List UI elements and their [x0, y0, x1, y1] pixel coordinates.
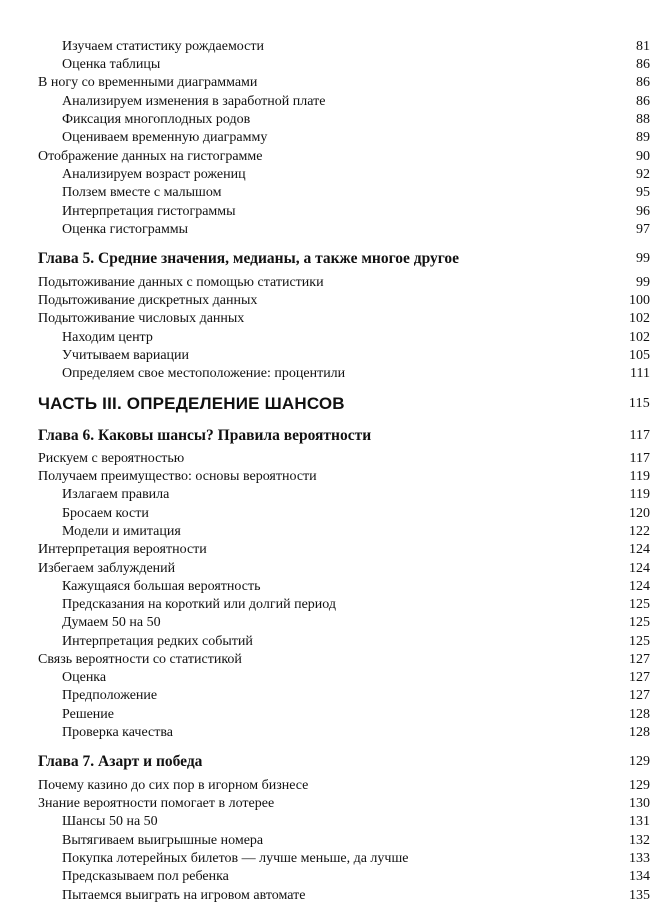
entry-title: Интерпретация гистограммы [62, 204, 236, 219]
entry-title: Оценка таблицы [62, 57, 161, 72]
page-number: 134 [629, 869, 650, 884]
toc-entry [0, 184, 661, 202]
entry-title: Знание вероятности помогает в лотерее [38, 796, 275, 811]
page-number: 90 [636, 149, 650, 164]
page-number: 81 [636, 39, 650, 54]
page-number: 135 [629, 888, 650, 903]
toc-entry [0, 111, 661, 129]
toc-entry [0, 274, 661, 292]
entry-title: Глава 5. Средние значения, медианы, а также многое другое [38, 250, 460, 267]
chapter-heading [0, 753, 661, 771]
page-number: 102 [629, 330, 650, 345]
toc-entry [0, 541, 661, 559]
entry-title: Интерпретация вероятности [38, 542, 207, 557]
toc-entry [0, 777, 661, 795]
entry-title: Кажущаяся большая вероятность [62, 579, 261, 594]
toc-entry [0, 310, 661, 328]
page-number: 120 [629, 506, 650, 521]
toc-entry [0, 832, 661, 850]
page-number: 115 [628, 396, 650, 411]
toc-entry [0, 74, 661, 92]
page-number: 132 [629, 833, 650, 848]
page-number: 99 [636, 275, 650, 290]
entry-title: Предсказания на короткий или долгий период [62, 597, 337, 612]
page-number: 102 [629, 311, 650, 326]
entry-title: Оценка гистограммы [62, 222, 189, 237]
entry-title: Ползем вместе с малышом [62, 185, 222, 200]
page-number: 127 [629, 652, 650, 667]
toc-entry [0, 669, 661, 687]
page-number: 100 [629, 293, 650, 308]
toc-entry [0, 365, 661, 383]
toc-entry [0, 578, 661, 596]
entry-title: Бросаем кости [62, 506, 149, 521]
entry-title: Анализируем возраст рожениц [62, 167, 246, 182]
page-number: 128 [629, 707, 650, 722]
entry-title: ЧАСТЬ III. ОПРЕДЕЛЕНИЕ ШАНСОВ [38, 394, 345, 413]
page-number: 125 [629, 634, 650, 649]
toc-entry [0, 486, 661, 504]
page-number: 127 [629, 688, 650, 703]
entry-title: Проверка качества [62, 725, 173, 740]
page-number: 105 [629, 348, 650, 363]
entry-title: Учитываем вариации [62, 348, 190, 363]
entry-title: Находим центр [62, 330, 153, 345]
toc-entry [0, 450, 661, 468]
entry-title: Интерпретация редких событий [62, 634, 253, 649]
page-number: 124 [629, 542, 650, 557]
toc-entry [0, 633, 661, 651]
entry-title: Получаем преимущество: основы вероятности [38, 469, 317, 484]
page-number: 127 [629, 670, 650, 685]
entry-title: Пытаемся выиграть на игровом автомате [62, 888, 306, 903]
entry-title: Глава 6. Каковы шансы? Правила вероятности [38, 427, 372, 444]
page-number: 129 [629, 754, 650, 769]
entry-title: Шансы 50 на 50 [62, 814, 158, 829]
entry-title: Изучаем статистику рождаемости [62, 39, 264, 54]
toc-entry [0, 203, 661, 221]
entry-title: Оценка [62, 670, 107, 685]
toc-entry [0, 724, 661, 742]
page-number: 119 [629, 487, 650, 502]
page-number: 88 [636, 112, 650, 127]
page-number: 125 [629, 597, 650, 612]
page-number: 99 [636, 251, 650, 266]
entry-title: Оцениваем временную диаграмму [62, 130, 268, 145]
page-number: 124 [629, 579, 650, 594]
page-number: 122 [629, 524, 650, 539]
toc-entry [0, 614, 661, 632]
page-number: 130 [629, 796, 650, 811]
page-number: 117 [629, 428, 650, 443]
part-heading [0, 395, 661, 413]
page-number: 86 [636, 75, 650, 90]
page-number: 86 [636, 94, 650, 109]
chapter-heading [0, 250, 661, 268]
page-number: 119 [629, 469, 650, 484]
page-number: 117 [629, 451, 650, 466]
entry-title: Отображение данных на гистограмме [38, 149, 263, 164]
toc-entry [0, 523, 661, 541]
toc-entry [0, 560, 661, 578]
toc-entry [0, 38, 661, 56]
entry-title: Решение [62, 707, 115, 722]
page-number: 111 [630, 366, 650, 381]
toc-entry [0, 706, 661, 724]
toc-entry [0, 221, 661, 239]
toc-entry [0, 850, 661, 868]
toc-entry [0, 651, 661, 669]
toc-entry [0, 93, 661, 111]
page-number: 128 [629, 725, 650, 740]
page-number: 89 [636, 130, 650, 145]
toc-entry [0, 148, 661, 166]
page-number: 129 [629, 778, 650, 793]
entry-title: Связь вероятности со статистикой [38, 652, 242, 667]
toc-entry [0, 56, 661, 74]
page-number: 97 [636, 222, 650, 237]
toc-entry [0, 887, 661, 905]
toc-entry [0, 347, 661, 365]
toc-entry [0, 687, 661, 705]
page-number: 125 [629, 615, 650, 630]
toc-entry [0, 468, 661, 486]
entry-title: Думаем 50 на 50 [62, 615, 161, 630]
entry-title: Рискуем с вероятностью [38, 451, 185, 466]
entry-title: Излагаем правила [62, 487, 170, 502]
entry-title: Почему казино до сих пор в игорном бизнесе [38, 778, 309, 793]
entry-title: Глава 7. Азарт и победа [38, 753, 203, 770]
toc-entry [0, 505, 661, 523]
entry-title: Предсказываем пол ребенка [62, 869, 229, 884]
entry-title: Вытягиваем выигрышные номера [62, 833, 264, 848]
toc-entry [0, 329, 661, 347]
page-number: 86 [636, 57, 650, 72]
toc-entry [0, 292, 661, 310]
toc-entry [0, 813, 661, 831]
page-number: 92 [636, 167, 650, 182]
entry-title: Фиксация многоплодных родов [62, 112, 251, 127]
page-number: 133 [629, 851, 650, 866]
page-number: 95 [636, 185, 650, 200]
page-number: 131 [629, 814, 650, 829]
toc-entry [0, 868, 661, 886]
entry-title: Избегаем заблуждений [38, 561, 176, 576]
entry-title: Подытоживание числовых данных [38, 311, 245, 326]
toc-entry [0, 795, 661, 813]
entry-title: Анализируем изменения в заработной плате [62, 94, 326, 109]
chapter-heading [0, 427, 661, 445]
toc-entry [0, 166, 661, 184]
entry-title: Модели и имитация [62, 524, 181, 539]
toc-entry [0, 596, 661, 614]
page-number: 124 [629, 561, 650, 576]
page-number: 96 [636, 204, 650, 219]
entry-title: Определяем свое местоположение: процентили [62, 366, 346, 381]
entry-title: Покупка лотерейных билетов — лучше меньше, да лучше [62, 851, 409, 866]
entry-title: Подытоживание данных с помощью статистики [38, 275, 324, 290]
entry-title: В ногу со временными диаграммами [38, 75, 258, 90]
toc-entry [0, 129, 661, 147]
entry-title: Подытоживание дискретных данных [38, 293, 258, 308]
entry-title: Предположение [62, 688, 158, 703]
